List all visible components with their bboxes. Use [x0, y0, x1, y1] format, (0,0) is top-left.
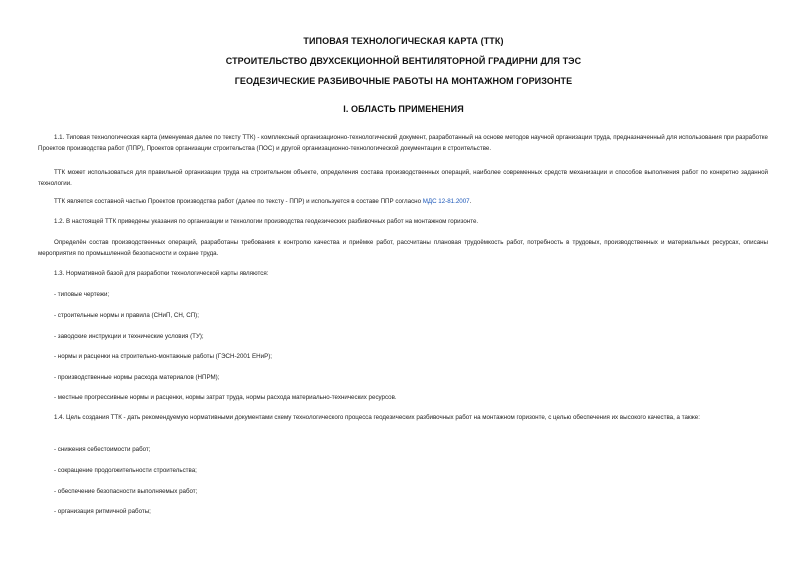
- paragraph-1-1: 1.1. Типовая технологическая карта (именуемая далее по тексту ТТК) - комплексный организационно-технологический документ, разработанный на основе методов научной организации труда, предназначенный для использования при разработке Проектов производства работ (ППР), Проектов организации строительства (ПОС) и другой организационно-технологической документации в строительстве.: [38, 134, 768, 152]
- list-item: - нормы и расценки на строительно-монтажные работы (ГЭСН-2001 ЕНиР);: [54, 353, 272, 360]
- paragraph-1-3: 1.3. Нормативной базой для разработки технологической карты являются:: [54, 270, 269, 277]
- list-item: - строительные нормы и правила (СНиП, СН, СП);: [54, 312, 199, 319]
- paragraph-operations: Определён состав производственных операций, разработаны требования к контролю качества и приёмке работ, рассчитаны плановая трудоёмкость работ, потребность в трудовых, производственных и материальных ресурсах, описаны мероприятия по промышленной безопасности и охране труда.: [38, 239, 768, 257]
- paragraph-1-2: 1.2. В настоящей ТТК приведены указания по организации и технологии производства геодезических разбивочных работ на монтажном горизонте.: [54, 218, 479, 225]
- paragraph-1-4: 1.4. Цель создания ТТК - дать рекомендуемую нормативными документами схему технологического процесса геодезических разбивочных работ на монтажном горизонте, с целью обеспечения их высокого качества, а также:: [54, 414, 700, 421]
- list-item: - местные прогрессивные нормы и расценки, нормы затрат труда, нормы расхода материально-технических ресурсов.: [54, 394, 397, 401]
- document-subtitle: СТРОИТЕЛЬСТВО ДВУХСЕКЦИОННОЙ ВЕНТИЛЯТОРНОЙ ГРАДИРНИ ДЛЯ ТЭС: [225, 56, 582, 66]
- section-heading: I. ОБЛАСТЬ ПРИМЕНЕНИЯ: [343, 104, 464, 114]
- list-item: - снижения себестоимости работ;: [54, 446, 151, 453]
- paragraph-ttk-usage: ТТК может использоваться для правильной организации труда на строительном объекте, определения состава производственных операций, наиболее современных средств механизации и способов выполнения работ по конкретно заданной технологии.: [38, 169, 768, 187]
- mds-link[interactable]: МДС 12-81.2007: [422, 198, 470, 205]
- document-subject: ГЕОДЕЗИЧЕСКИЕ РАЗБИВОЧНЫЕ РАБОТЫ НА МОНТАЖНОМ ГОРИЗОНТЕ: [234, 76, 573, 86]
- list-item: - производственные нормы расхода материалов (НПРМ);: [54, 374, 220, 381]
- list-item: - организация ритмичной работы;: [54, 508, 151, 515]
- list-item: - обеспечение безопасности выполняемых работ;: [54, 488, 198, 495]
- list-item: - заводские инструкции и технические условия (ТУ);: [54, 333, 204, 340]
- list-item: - типовые чертежи;: [54, 291, 110, 298]
- list-item: - сокращение продолжительности строительства;: [54, 467, 197, 474]
- document-title: ТИПОВАЯ ТЕХНОЛОГИЧЕСКАЯ КАРТА (ТТК): [303, 36, 504, 46]
- paragraph-text: ТТК является составной частью Проектов производства работ (далее по тексту - ППР) и используется в составе ППР согласно: [54, 198, 423, 205]
- paragraph-ttk-ppr: [38, 197, 768, 208]
- paragraph-text-end: .: [469, 198, 472, 205]
